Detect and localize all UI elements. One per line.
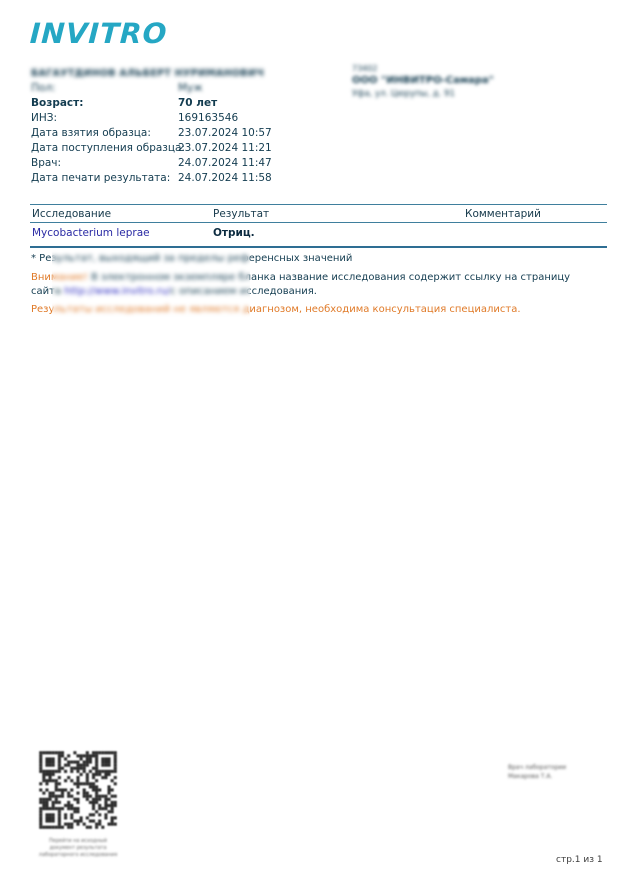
patient-row-inz (31, 112, 272, 127)
patient-row-sex (31, 82, 272, 97)
qr-code (33, 745, 123, 835)
qr-code-image (33, 745, 123, 835)
column-header-test: Исследование (32, 208, 112, 220)
doctor-label: Врач: (31, 157, 62, 169)
attention-body: В электронном экземпляре бланка название исследования содержит ссылку на страницу сайта (31, 272, 571, 297)
patient-row-print-date (31, 172, 272, 187)
column-header-result: Результат (213, 208, 270, 220)
sex-label: Пол: (31, 82, 56, 94)
clinic-name: ООО "ИНВИТРО-Самара" (352, 75, 494, 86)
attention-prefix: Внимание! (31, 272, 88, 283)
inz-value: 169163546 (178, 112, 239, 124)
table-rule-top (30, 204, 607, 205)
doctor-value: 24.07.2024 11:47 (178, 157, 272, 169)
qr-caption-line3: лабораторного исследования (38, 852, 118, 858)
signature-name: Макарова Т.А. (508, 773, 553, 780)
age-value: 70 лет (178, 97, 218, 109)
attention-note (31, 271, 589, 298)
patient-row-sample-received (31, 142, 272, 157)
signature-title: Врач лаборатории (508, 764, 567, 771)
print-date-label: Дата печати результата: (31, 172, 171, 184)
sex-value: Муж (178, 82, 203, 94)
lab-doctor-signature (508, 763, 566, 781)
page-number: стр.1 из 1 (556, 855, 603, 865)
patient-info (31, 82, 272, 187)
clinic-block (352, 63, 494, 101)
qr-caption (23, 838, 133, 859)
invitro-logo: INVITRO (29, 17, 169, 50)
clinic-code: 73402 (352, 64, 378, 73)
print-date-value: 24.07.2024 11:58 (178, 172, 272, 184)
invitro-url-link[interactable]: http://www.invitro.ru/ (64, 285, 171, 297)
sample-received-label: Дата поступления образца: (31, 142, 185, 154)
sample-taken-value: 23.07.2024 10:57 (178, 127, 272, 139)
clinic-address: Уфа, ул. Цюрупы, д. 91 (352, 89, 455, 99)
inz-label: ИНЗ: (31, 112, 58, 124)
reference-note: * Результат, выходящий за пределы референсных значений (31, 253, 353, 264)
qr-caption-line1: Перейти на исходный (49, 838, 107, 844)
patient-row-age (31, 97, 272, 112)
test-result: Отриц. (213, 227, 255, 239)
results-table (30, 204, 607, 250)
disclaimer-note: Результаты исследований не являются диагнозом, необходима консультация специалиста. (31, 304, 521, 315)
attention-suffix: с описанием исследования. (170, 285, 317, 297)
test-name-link[interactable]: Mycobacterium leprae (32, 227, 150, 239)
sample-taken-label: Дата взятия образца: (31, 127, 151, 139)
table-rule-bottom (30, 246, 607, 248)
qr-caption-line2: документ результата (49, 845, 107, 851)
sample-received-value: 23.07.2024 11:21 (178, 142, 272, 154)
table-rule-middle (30, 222, 607, 223)
patient-row-sample-taken (31, 127, 272, 142)
patient-name: БАГАУТДИНОВ АЛЬБЕРТ НУРИМАНОВИЧ (31, 68, 264, 79)
column-header-comment: Комментарий (465, 208, 541, 220)
age-label: Возраст: (31, 97, 84, 109)
patient-row-doctor (31, 157, 272, 172)
